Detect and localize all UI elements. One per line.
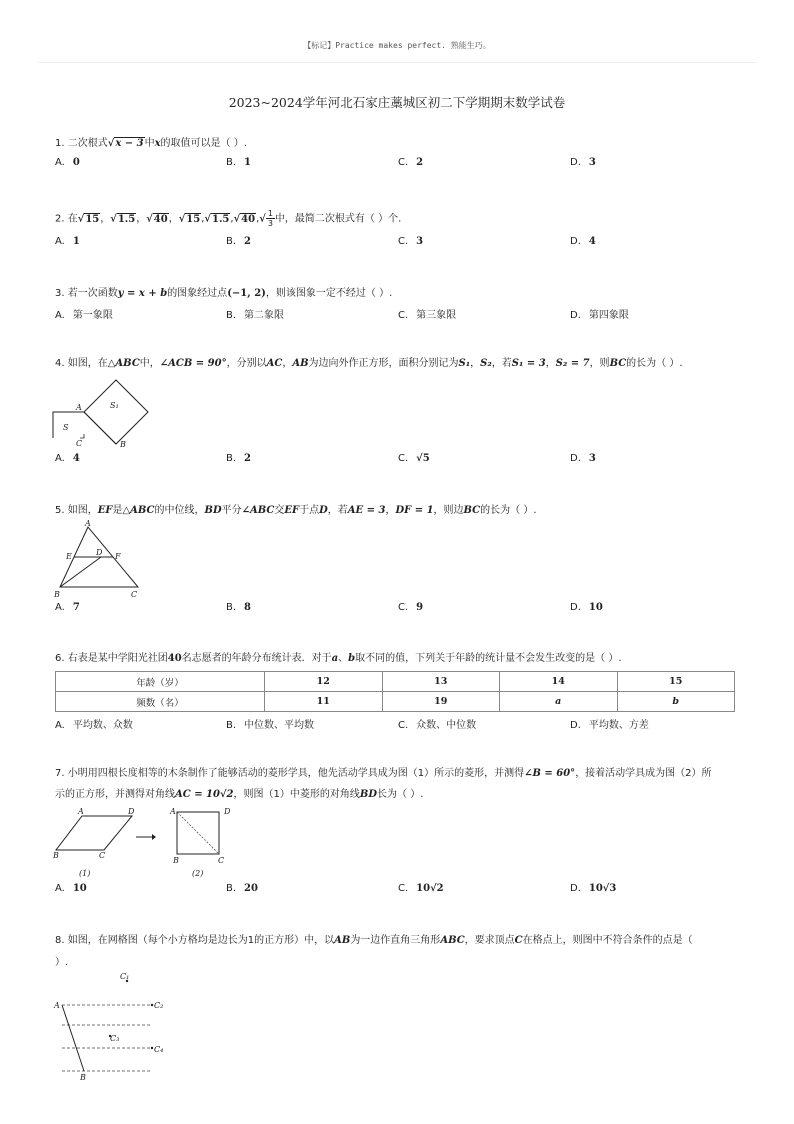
table-cell: 15: [617, 672, 735, 692]
q8-label-a: A: [54, 1001, 60, 1010]
q4-option-d[interactable]: D. 3: [570, 453, 596, 464]
q8-label-c4: C₄: [154, 1045, 164, 1054]
q1-option-d[interactable]: D. 3: [570, 157, 596, 168]
q4-label-a: A: [76, 403, 82, 412]
q6-stats-table: [55, 671, 735, 712]
table-cell: 14: [500, 672, 618, 692]
question-8-line-2: ）.: [55, 957, 69, 968]
q2-fraction: $\frac{1}{3}$: [267, 209, 273, 228]
q5-label-f: F: [115, 552, 121, 561]
q4-options: [55, 453, 755, 469]
q4-figure: [50, 372, 160, 452]
q5-label-d: D: [96, 548, 103, 557]
q5-option-c[interactable]: C. 9: [398, 602, 424, 613]
q3-option-a[interactable]: A. 第一象限: [55, 310, 113, 321]
question-1: 1. 二次根式√x − 3中x的取值可以是（ ）.: [55, 138, 247, 149]
q1-option-a[interactable]: A. 0: [55, 157, 80, 168]
q5-label-b: B: [54, 590, 60, 599]
q7-caption-1: (1): [79, 869, 91, 878]
header-divider: [38, 62, 756, 63]
q6-option-b[interactable]: B. 中位数、平均数: [226, 720, 315, 731]
q3-option-c[interactable]: C. 第三象限: [398, 310, 457, 321]
q5-option-d[interactable]: D. 10: [570, 602, 603, 613]
table-row: [56, 692, 735, 712]
q1-var: x: [154, 138, 161, 149]
q3-options: [55, 306, 755, 322]
question-6: 6. 右表是某中学阳光社团40名志愿者的年龄分布统计表．对于a、b取不同的值，下列关于年龄的统计量不会发生改变的是（ ）.: [55, 653, 622, 664]
q8-label-b: B: [80, 1073, 86, 1082]
q6-option-c[interactable]: C. 众数、中位数: [398, 720, 477, 731]
table-cell: a: [500, 692, 618, 712]
q5-label-a: A: [85, 519, 91, 528]
table-cell: 13: [382, 672, 500, 692]
q7-option-b[interactable]: B. 20: [226, 883, 258, 894]
table-cell: 年龄（岁）: [56, 672, 265, 692]
question-4: 4. 如图，在△ABC中，∠ACB = 90°，分别以AC，AB为边向外作正方形，面积分别记为S₁，S₂，若S₁ = 3，S₂ = 7，则BC的长为（ ）.: [55, 358, 683, 369]
q1-suffix: 的取值可以是（ ）.: [160, 138, 247, 149]
header-note: 【标记】Practice makes perfect. 熟能生巧。: [303, 41, 491, 50]
q2-option-c[interactable]: C. 3: [398, 236, 424, 247]
question-2: 2. 在√15，√1.5，√40，√15,√1.5,√40,√ $\frac{1}{3}$ 中，最简二次根式有（ ）个.: [55, 209, 402, 228]
question-8-line-1: 8. 如图，在网格图（每个小方格均是边长为1的正方形）中，以AB为一边作直角三角形ABC，要求顶点C在格点上，则图中不符合条件的点是（: [55, 935, 693, 946]
q1-option-c[interactable]: C. 2: [398, 157, 424, 168]
q4-label-b: B: [120, 440, 126, 449]
q1-prefix: 1. 二次根式: [55, 138, 108, 149]
table-cell: b: [617, 692, 735, 712]
q7-fig2-label-d: D: [224, 807, 231, 816]
q7-fig2-label-c: C: [218, 856, 225, 865]
table-row: [56, 672, 735, 692]
q5-option-a[interactable]: A. 7: [55, 602, 80, 613]
table-cell: 11: [265, 692, 383, 712]
q4-option-a[interactable]: A. 4: [55, 453, 80, 464]
q5-label-e: E: [66, 552, 72, 561]
q1-option-b[interactable]: B. 1: [226, 157, 252, 168]
q5-label-c: C: [131, 590, 138, 599]
q5-figure: [52, 521, 152, 601]
q6-option-a[interactable]: A. 平均数、众数: [55, 720, 133, 731]
q8-label-c2: C₂: [154, 1001, 164, 1010]
q2-option-a[interactable]: A. 1: [55, 236, 80, 247]
q8-grid-figure: [52, 968, 182, 1083]
q4-option-b[interactable]: B. 2: [226, 453, 252, 464]
q7-fig1-label-c: C: [99, 851, 106, 860]
q1-radicand: x − 3: [115, 138, 144, 149]
q2-option-b[interactable]: B. 2: [226, 236, 252, 247]
q5-option-b[interactable]: B. 8: [226, 602, 252, 613]
q7-fig2-label-b: B: [173, 856, 179, 865]
q7-figure: [52, 806, 242, 882]
q7-options: [55, 883, 755, 899]
table-cell: 12: [265, 672, 383, 692]
question-3: 3. 若一次函数y = x + b的图象经过点(−1, 2)，则该图象一定不经过（ ）.: [55, 288, 393, 299]
table-cell: 频数（名）: [56, 692, 265, 712]
q8-label-c3: C₃: [110, 1034, 120, 1043]
question-7-line-1: 7. 小明用四根长度相等的木条制作了能够活动的菱形学具，他先活动学具成为图（1）所示的菱形，并测得∠B = 60°，接着活动学具成为图（2）所: [55, 768, 712, 779]
q1-mid: 中: [144, 138, 155, 149]
q4-label-s1: S₁: [110, 401, 119, 410]
q7-fig1-label-a: A: [78, 807, 84, 816]
q5-options: [55, 602, 755, 618]
question-5: 5. 如图，EF是△ABC的中位线，BD平分∠ABC交EF于点D，若AE = 3，DF = 1，则边BC的长为（ ）.: [55, 505, 537, 516]
q7-fig2-label-a: A: [170, 807, 176, 816]
q2-options: [55, 236, 755, 252]
page-title: 2023~2024学年河北石家庄藁城区初二下学期期末数学试卷: [228, 95, 566, 110]
q8-label-c1: C₁: [120, 972, 130, 981]
q6-option-d[interactable]: D. 平均数、方差: [570, 720, 649, 731]
q7-option-d[interactable]: D. 10√3: [570, 883, 617, 894]
q4-label-s: S: [63, 423, 69, 432]
q6-options: [55, 716, 755, 732]
q7-fig1-label-b: B: [53, 851, 59, 860]
q7-option-c[interactable]: C. 10√2: [398, 883, 444, 894]
q4-option-c[interactable]: C. √5: [398, 453, 430, 464]
q4-label-c: C: [76, 439, 83, 448]
q1-options: [55, 157, 755, 173]
q2-option-d[interactable]: D. 4: [570, 236, 596, 247]
q7-fig1-label-d: D: [128, 807, 135, 816]
table-cell: 19: [382, 692, 500, 712]
q7-caption-2: (2): [192, 869, 204, 878]
question-7-line-2: 示的正方形，并测得对角线AC = 10√2，则图（1）中菱形的对角线BD长为（ ）.: [55, 789, 424, 800]
q3-option-b[interactable]: B. 第二象限: [226, 310, 285, 321]
q3-option-d[interactable]: D. 第四象限: [570, 310, 629, 321]
q7-option-a[interactable]: A. 10: [55, 883, 87, 894]
